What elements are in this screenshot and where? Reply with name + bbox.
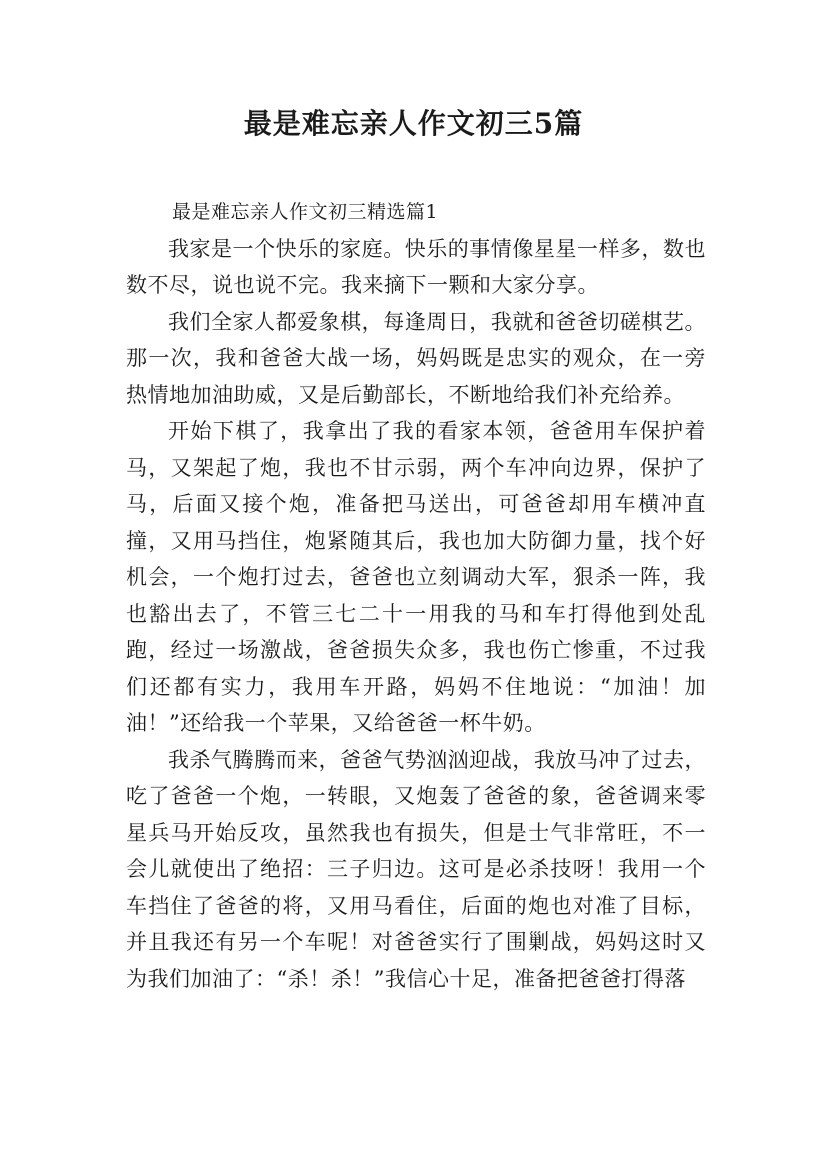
document-title: 最是难忘亲人作文初三5篇	[243, 107, 584, 140]
paragraph-3: 开始下棋了，我拿出了我的看家本领，爸爸用车保护着马，又架起了炮，我也不甘示弱，两个车冲向边界，保护了马，后面又接个炮，准备把马送出，可爸爸却用车横冲直撞，又用马挡住，炮紧随其后，我也加大防御力量，找个好机会，一个炮打过去，爸爸也立刻调动大军，狠杀一阵，我也豁出去了，不管三七二十一用我的马和车打得他到处乱跑，经过一场激战，爸爸损失众多，我也伤亡惨重，不过我们还都有实力，我用车开路，妈妈不住地说：“加油！加油！”还给我一个苹果，又给爸爸一杯牛奶。	[126, 419, 706, 735]
document-body	[126, 194, 706, 997]
paragraph-1: 我家是一个快乐的家庭。快乐的事情像星星一样多，数也数不尽，说也说不完。我来摘下一颗和大家分享。	[126, 236, 706, 297]
section-heading: 最是难忘亲人作文初三精选篇1	[172, 201, 439, 223]
paragraph-4: 我杀气腾腾而来，爸爸气势汹汹迎战，我放马冲了过去，吃了爸爸一个炮，一转眼，又炮轰了爸爸的象，爸爸调来零星兵马开始反攻，虽然我也有损失，但是士气非常旺，不一会儿就使出了绝招：三子归边。这可是必杀技呀！我用一个车挡住了爸爸的将，又用马看住，后面的炮也对准了目标，并且我还有另一个车呢！对爸爸实行了围剿战，妈妈这时又为我们加油了：“杀！杀！”我信心十足，准备把爸爸打得落	[126, 747, 706, 991]
paragraph-2: 我们全家人都爱象棋，每逢周日，我就和爸爸切磋棋艺。那一次，我和爸爸大战一场，妈妈既是忠实的观众，在一旁热情地加油助威，又是后勤部长，不断地给我们补充给养。	[126, 309, 706, 407]
